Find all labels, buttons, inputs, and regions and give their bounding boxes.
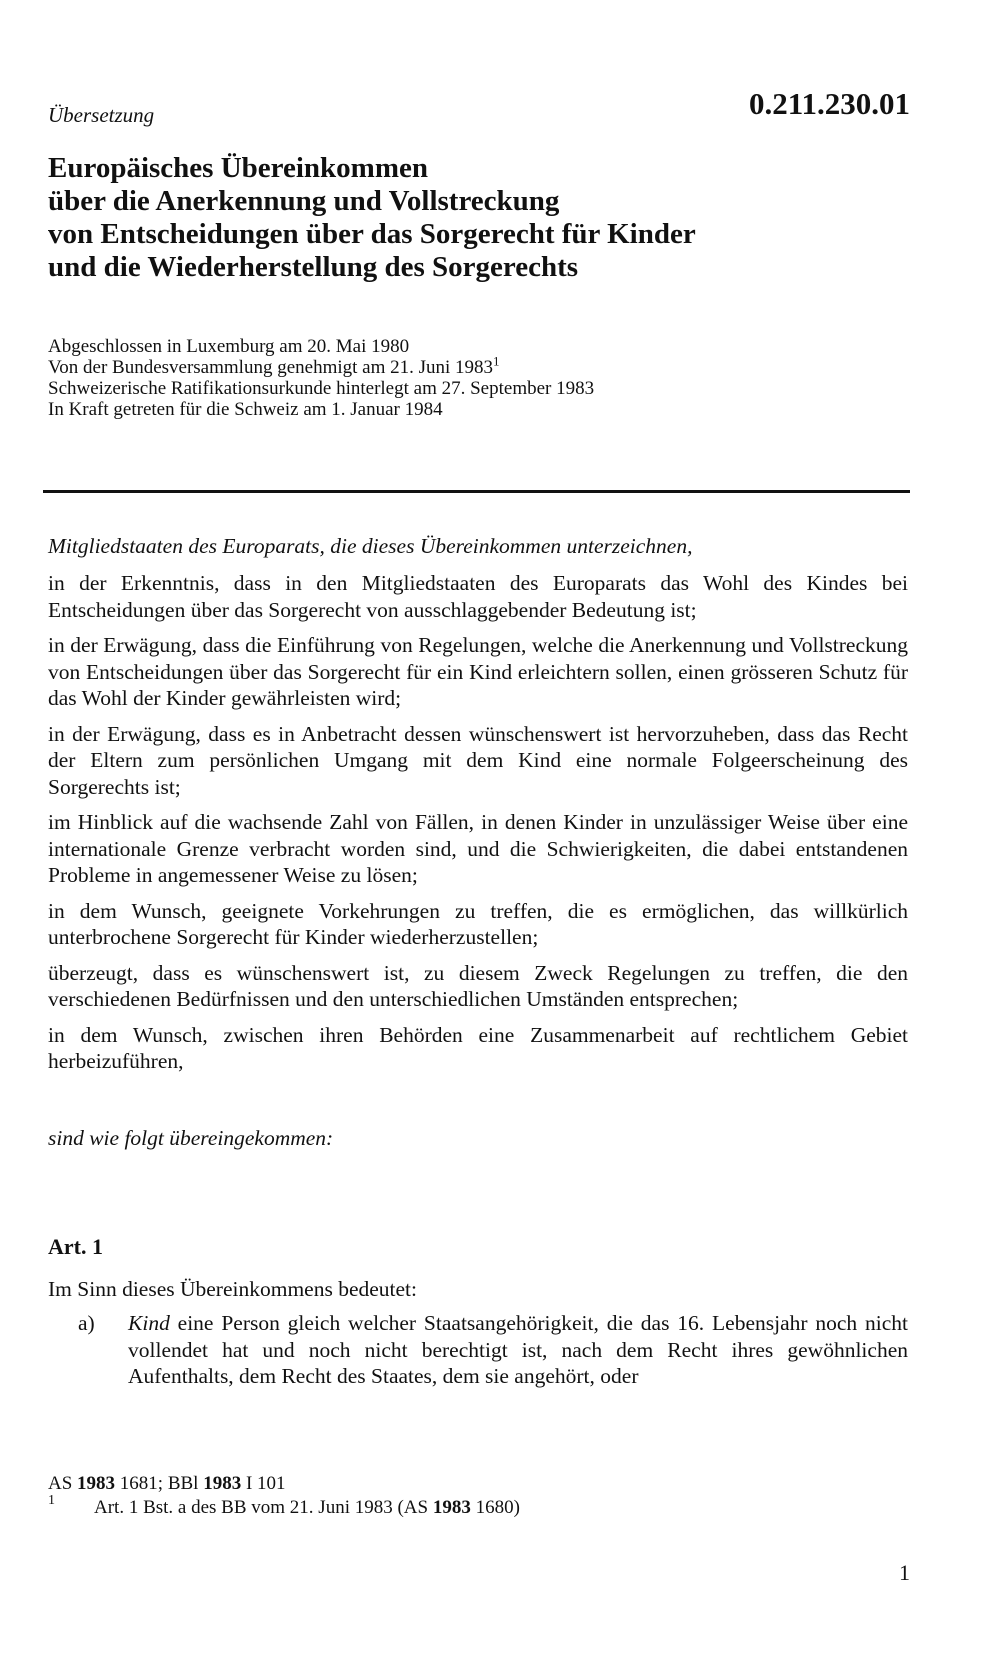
footnote-year: 1983 [432,1497,471,1518]
footnote [48,1493,908,1519]
footnote-reference[interactable]: 1 [493,353,500,369]
preamble-recitals [48,570,908,1084]
preamble-intro: Mitgliedstaaten des Europarats, die dieses Übereinkommen unterzeichnen, [48,534,693,558]
meta-approved: Von der Bundesversammlung genehmigt am 21. Juni 1983 [48,357,494,378]
footnote-suffix: 1680) [470,1497,520,1518]
recital: in der Erwägung, dass die Einführung von Regelungen, welche die Anerkennung und Vollstreckung von Entscheidungen über das Sorgerecht für ein Kind erleichtern sollen, einen grösseren Schutz für das Wohl der Kinder gewährleisten wird; [48,633,908,710]
title-line: und die Wiederherstellung des Sorgerechts [48,251,579,283]
as-year: 1983 [77,1473,116,1494]
definition-text [128,1310,908,1390]
recital: im Hinblick auf die wachsende Zahl von Fällen, in denen Kinder in unzulässiger Weise über eine internationale Grenze verbracht worden sind, und die Schwierigkeiten, die dabei entstandenen Probleme in angemessener Weise zu lösen; [48,810,908,887]
bbl-rest: I 101 [241,1473,286,1494]
title-line: Europäisches Übereinkommen [48,152,428,184]
footnote-prefix: Art. 1 Bst. a des BB vom 21. Juni 1983 (AS [94,1497,433,1518]
as-prefix: AS [48,1473,78,1494]
list-marker: a) [78,1311,95,1335]
document-title [48,152,928,284]
as-page: 1681; BBl [115,1473,204,1494]
publication-reference [48,1473,286,1495]
preamble-closing: sind wie folgt übereingekommen: [48,1126,334,1150]
footnote-text [94,1497,908,1519]
recital: in der Erkenntnis, dass in den Mitgliedstaaten des Europarats das Wohl des Kindes bei Entscheidungen über das Sorgerecht von ausschlaggebender Bedeutung ist; [48,571,908,622]
article-heading: Art. 1 [48,1234,103,1259]
meta-ratification: Schweizerische Ratifikationsurkunde hinterlegt am 27. September 1983 [48,378,595,399]
definition-body: eine Person gleich welcher Staatsangehörigkeit, die das 16. Lebensjahr noch nicht vollendet hat und noch nicht berechtigt ist, nach dem Recht ihres gewöhnlichen Aufenthalts, dem Recht des Staates, dem sie angehört, oder [128,1311,908,1388]
horizontal-divider [43,490,910,493]
recital: in dem Wunsch, geeignete Vorkehrungen zu treffen, die es ermöglichen, das willkürlich unterbrochene Sorgerecht für Kinder wiederherzustellen; [48,898,908,949]
sr-number: 0.211.230.01 [748,86,910,121]
bbl-year: 1983 [203,1473,242,1494]
recital: überzeugt, dass es wünschenswert ist, zu diesem Zweck Regelungen zu treffen, die den verschiedenen Bedürfnissen und den unterschiedlichen Umständen entsprechen; [48,960,908,1011]
title-line: über die Anerkennung und Vollstreckung [48,185,560,217]
recital: in dem Wunsch, zwischen ihren Behörden eine Zusammenarbeit auf rechtlichem Gebiet herbeizuführen, [48,1022,908,1073]
article-intro: Im Sinn dieses Übereinkommens bedeutet: [48,1277,418,1301]
meta-in-force: In Kraft getreten für die Schweiz am 1. Januar 1984 [48,399,443,420]
defined-term: Kind [128,1311,170,1335]
translation-label: Übersetzung [48,103,155,127]
meta-concluded: Abgeschlossen in Luxemburg am 20. Mai 1980 [48,336,410,357]
footnote-marker: 1 [48,1493,55,1508]
treaty-metadata [48,336,928,420]
definition-item [48,1310,908,1390]
title-line: von Entscheidungen über das Sorgerecht für Kinder [48,218,696,250]
meta-approved-line [48,353,928,378]
page-number: 1 [899,1560,910,1585]
recital: in der Erwägung, dass es in Anbetracht dessen wünschenswert ist hervorzuheben, dass das Recht der Eltern zum persönlichen Umgang mit dem Kind eine normale Folgeerscheinung des Sorgerechts ist; [48,721,908,799]
